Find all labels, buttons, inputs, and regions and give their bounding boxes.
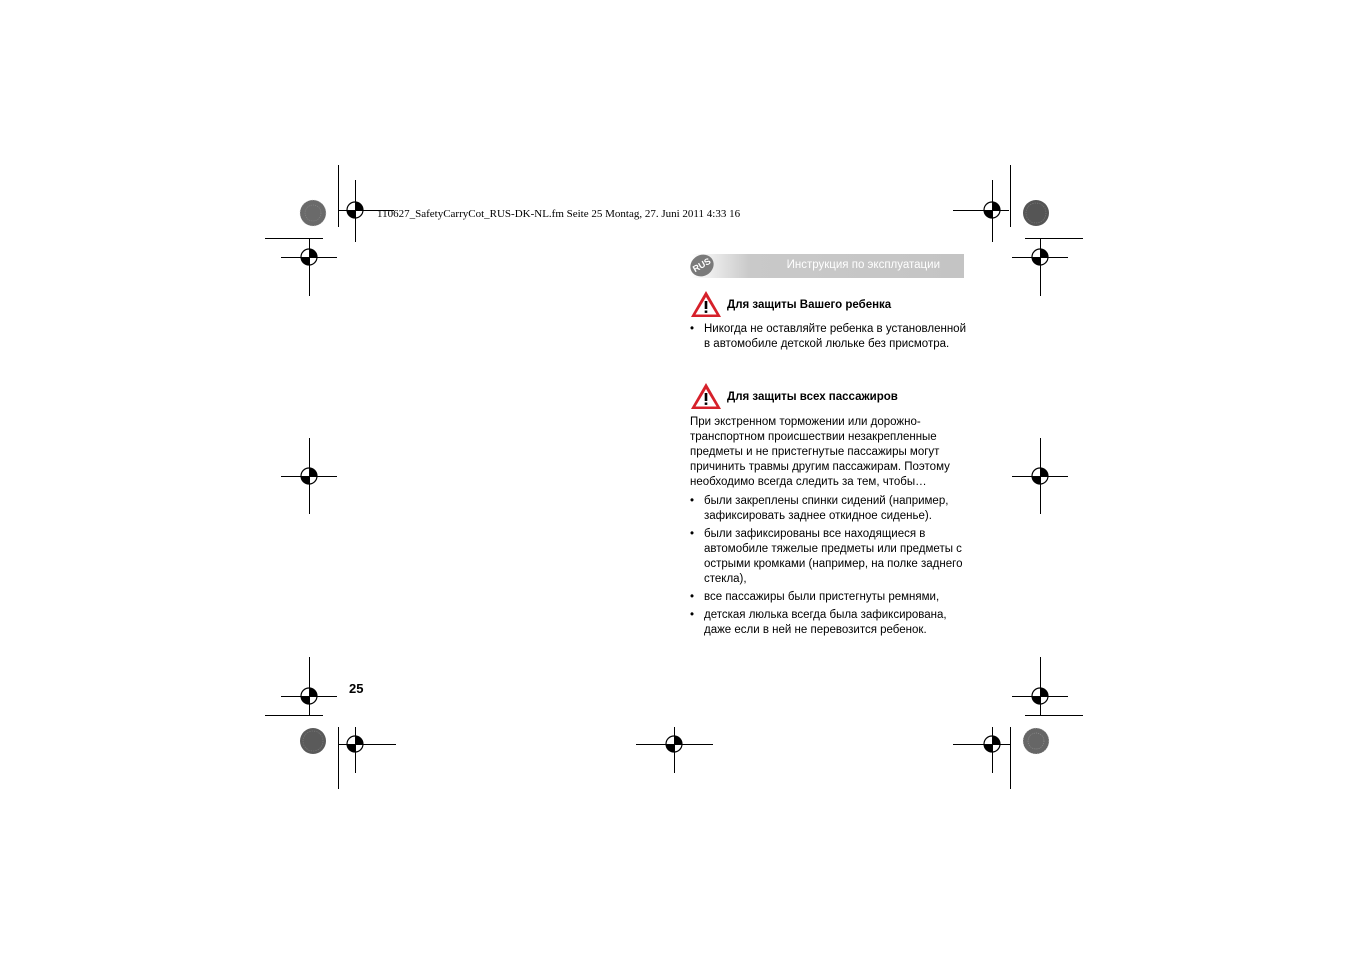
file-info-header: 110627_SafetyCarryCot_RUS-DK-NL.fm Seite 25 Montag, 27. Juni 2011 4:33 16 [377,208,741,220]
section-title-child-protection: Для защиты Вашего ребенка [727,299,892,311]
warning-triangle-icon [690,382,722,410]
list-item: • Никогда не оставляйте ребенка в установленной в автомобиле детской люльке без присмотра. [690,322,966,352]
crop-line [338,165,339,227]
list-item: • были закреплены спинки сидений (например, зафиксировать заднее откидное сиденье). [690,494,966,524]
crop-line [265,715,323,716]
list-item: • были зафиксированы все находящиеся в автомобиле тяжелые предметы или предметы с острыми кромками (например, на полке заднего стекла), [690,527,966,587]
crop-line [1025,238,1083,239]
starburst-mark-icon [299,199,327,227]
starburst-mark-icon [1022,199,1050,227]
list-item: • все пассажиры были пристегнуты ремнями, [690,590,966,605]
registration-target-icon [340,729,370,759]
registration-target-icon [977,195,1007,225]
registration-target-icon [294,242,324,272]
registration-target-icon [659,729,689,759]
list-item: • детская люлька всегда была зафиксирована, даже если в ней не перевозится ребенок. [690,608,966,638]
registration-target-icon [1025,242,1055,272]
page-number: 25 [349,681,364,696]
section-title-passenger-protection: Для защиты всех пассажиров [727,391,898,403]
language-bar [690,254,964,278]
crop-line [1010,165,1011,227]
crop-line [265,238,323,239]
crop-line [338,727,339,789]
registration-target-icon [977,729,1007,759]
registration-target-icon [294,461,324,491]
bullet-list-passengers [690,494,966,641]
registration-target-icon [294,681,324,711]
crop-line [1025,715,1083,716]
starburst-mark-icon [299,727,327,755]
registration-target-icon [1025,461,1055,491]
registration-target-icon [1025,681,1055,711]
bullet-list-child [690,322,966,355]
section-paragraph: При экстренном торможении или дорожно-транспортном происшествии незакрепленные предметы и не пристегнутые пассажиры могут причинить травмы другим пассажирам. Поэтому необходимо всегда следить за тем, чтобы… [690,416,950,488]
starburst-mark-icon [1022,727,1050,755]
language-badge: RUS [686,250,717,280]
warning-triangle-icon [690,290,722,318]
crop-line [1010,727,1011,789]
registration-target-icon [340,195,370,225]
language-bar-title: Инструкция по эксплуатации [786,259,940,271]
